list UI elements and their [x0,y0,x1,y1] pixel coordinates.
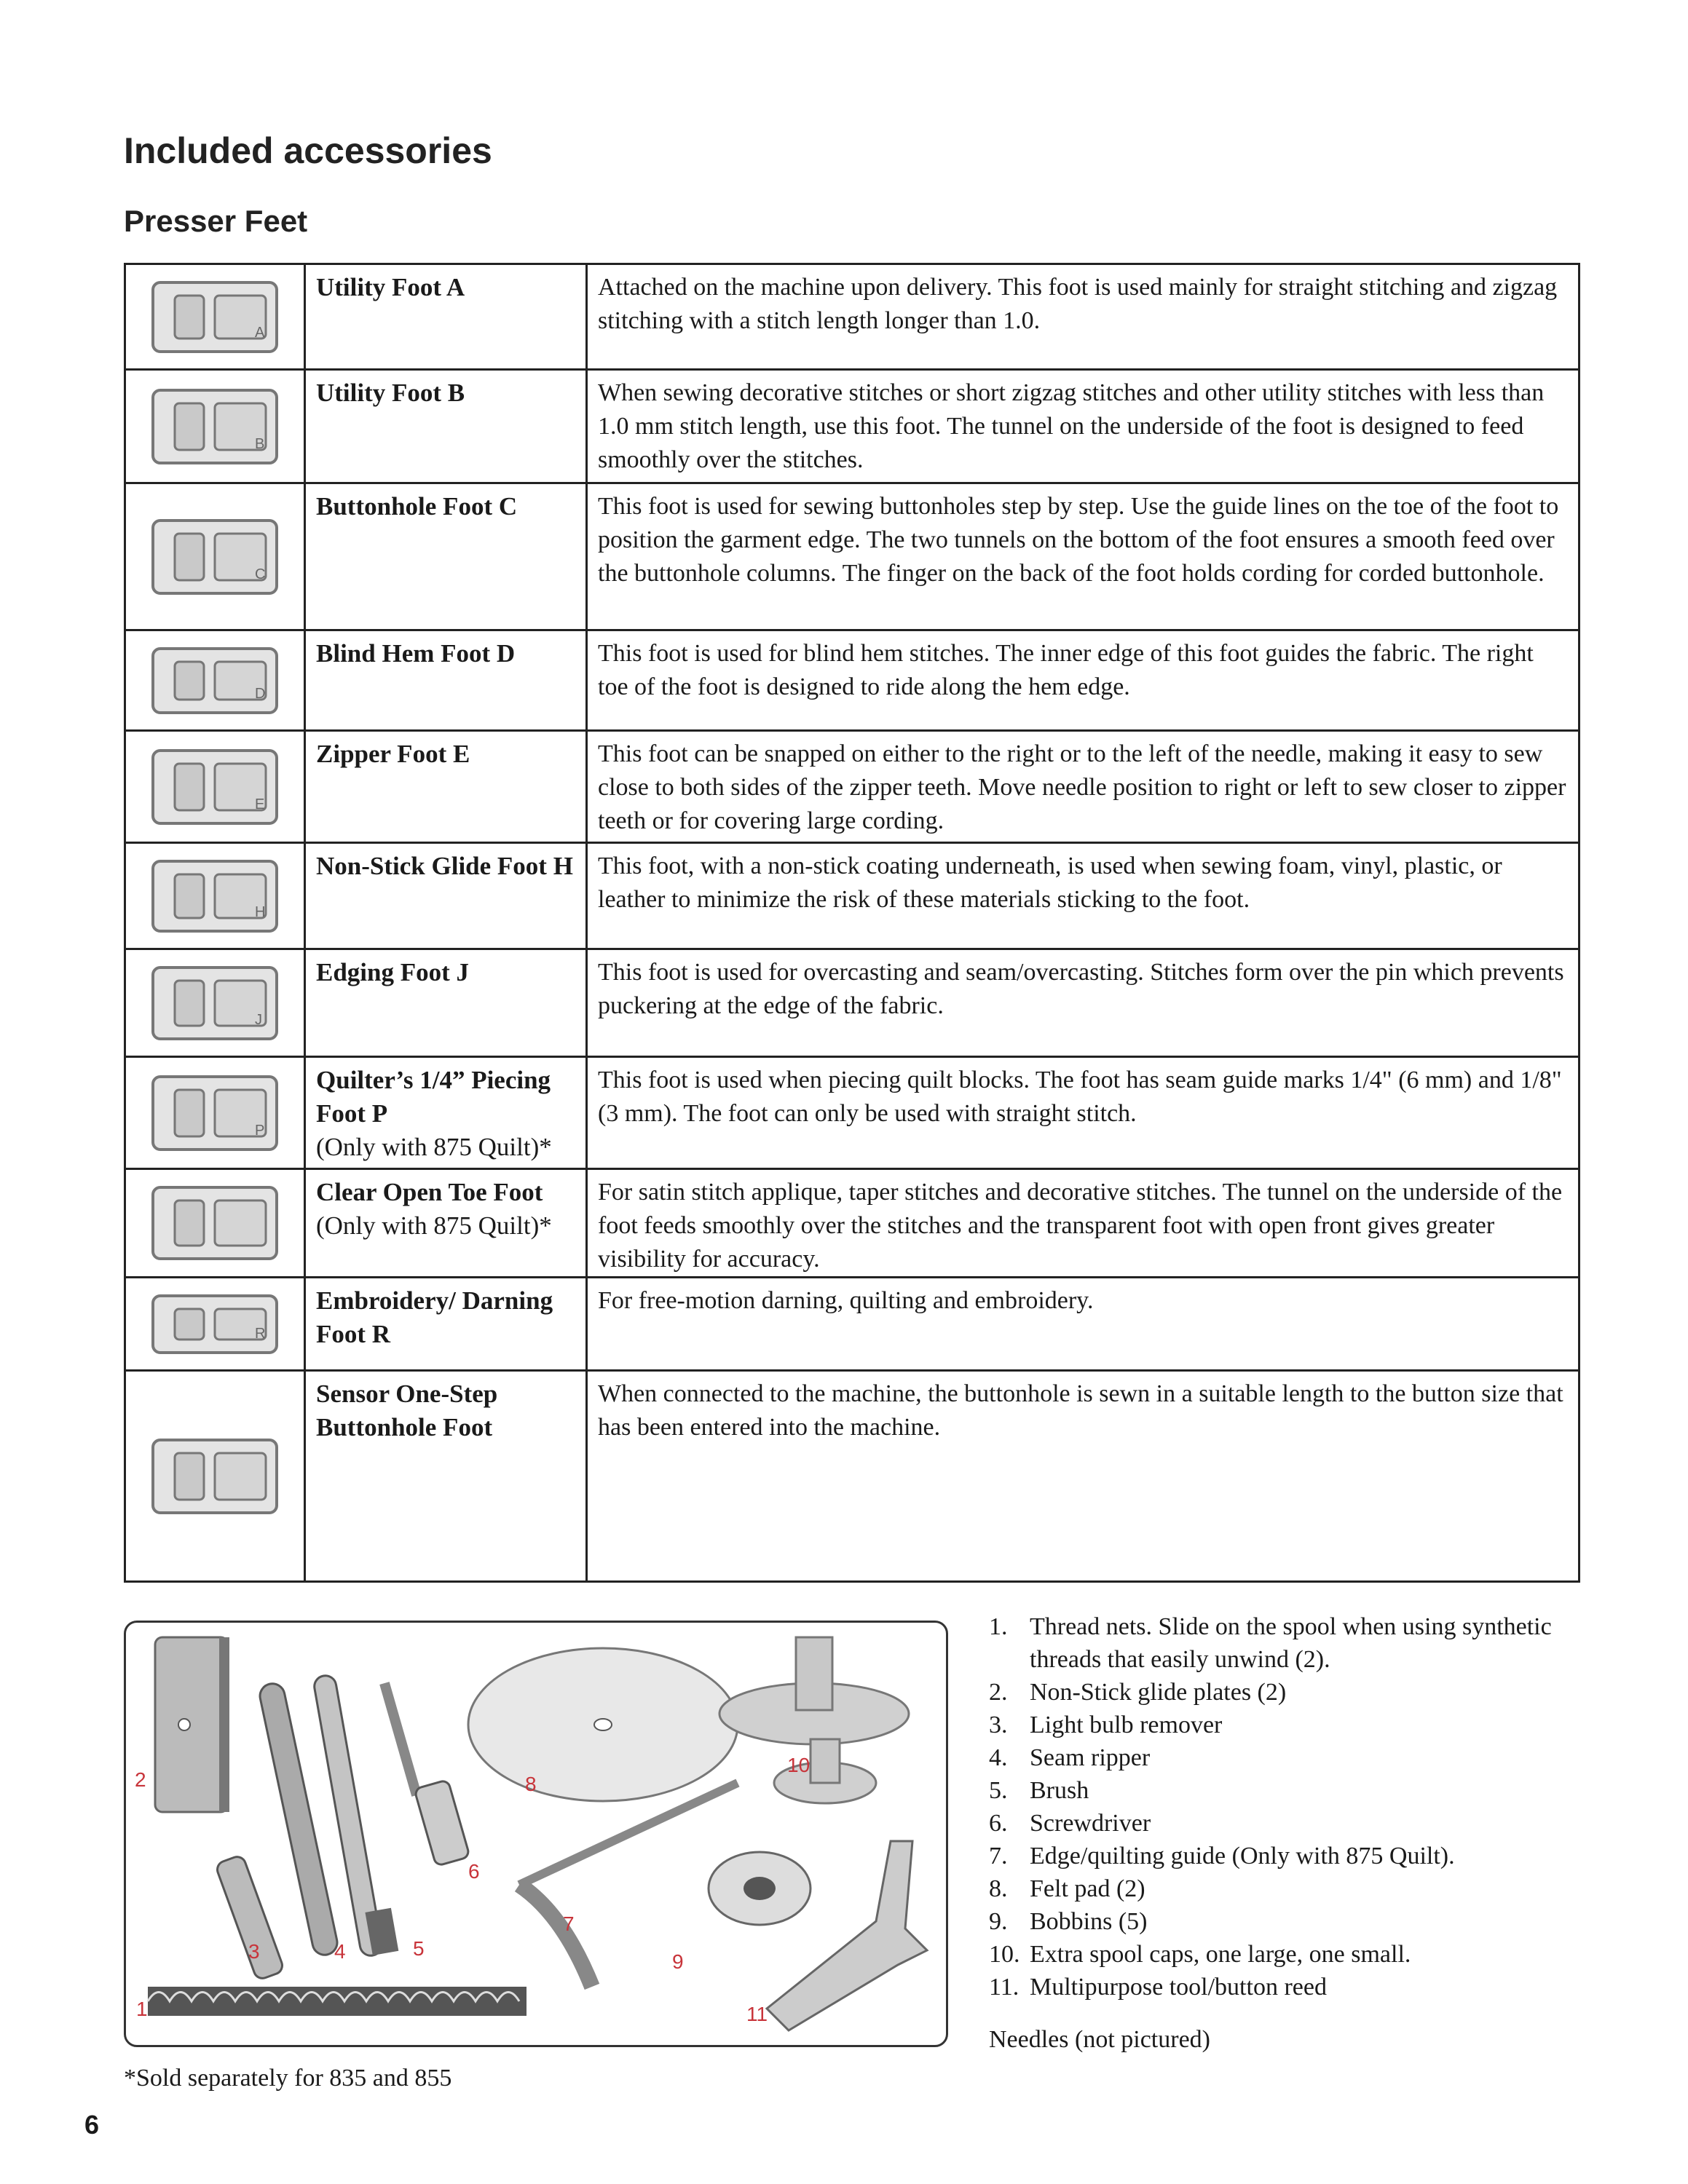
number-7: 7 [563,1912,575,1935]
number-3: 3 [248,1940,260,1963]
presser-foot-icon [146,1289,284,1360]
foot-name: Utility Foot B [316,379,465,407]
foot-row [125,483,1579,630]
foot-name: Non-Stick Glide Foot H [316,852,573,880]
presser-foot-icon [146,854,284,938]
presser-foot-icon [146,641,284,720]
number-5: 5 [413,1937,425,1960]
foot-row [125,949,1579,1057]
foot-row [125,630,1579,731]
presser-foot-icon [125,630,305,731]
glide-plate-icon [155,1637,229,1812]
number-9: 9 [672,1950,684,1973]
foot-note: (Only with 875 Quilt)* [316,1133,552,1161]
svg-text:C: C [255,566,266,582]
spool-caps-icon [719,1637,909,1803]
foot-row [125,1169,1579,1278]
presser-foot-icon [125,264,305,370]
list-item [989,1938,1615,1971]
list-item-text: Edge/quilting guide (Only with 875 Quilt). [1030,1843,1455,1870]
list-item-text: Light bulb remover [1030,1712,1223,1738]
list-item-text: Multipurpose tool/button reed [1030,1974,1327,2001]
presser-foot-icon [146,275,284,359]
number-11: 11 [746,2003,768,2025]
foot-name-cell [305,264,587,370]
foot-description: This foot can be snapped on either to the right or to the left of the needle, making it easy to sew close to both sides of the zipper teeth. Move needle position to right or left to sew closer to zipper teeth or for covering large cording. [587,731,1579,843]
accessories-list [989,1610,1615,2003]
svg-text:P: P [255,1122,265,1139]
list-item-text: Bobbins (5) [1030,1908,1148,1935]
quilting-guide-icon [519,1783,738,1987]
list-item [989,1741,1615,1774]
bobbin-icon [709,1852,811,1925]
foot-name-cell [305,843,587,949]
list-item-number: 5. [989,1777,1008,1804]
foot-note: (Only with 875 Quilt)* [316,1211,552,1240]
foot-name-cell [305,370,587,483]
foot-description: This foot is used for overcasting and seam/overcasting. Stitches form over the pin which prevents puckering at the edge of the fabric. [587,949,1579,1057]
foot-name: Clear Open Toe Foot [316,1178,543,1206]
presser-foot-icon [146,1180,284,1266]
foot-row [125,731,1579,843]
foot-description: This foot, with a non-stick coating underneath, is used when sewing foam, vinyl, plastic, or leather to minimize the risk of these materials sticking to the foot. [587,843,1579,949]
foot-name: Buttonhole Foot C [316,492,518,521]
presser-feet-table [124,263,1580,1583]
foot-name-cell [305,1371,587,1582]
screwdriver-icon [379,1682,470,1866]
page-title: Included accessories [124,130,492,171]
accessories-drawing [126,1623,946,2045]
foot-name: Utility Foot A [316,273,465,301]
svg-text:E: E [255,796,265,812]
presser-foot-icon [146,743,284,831]
foot-row [125,1278,1579,1371]
presser-foot-icon [125,483,305,630]
list-item [989,1905,1615,1938]
list-item-text: Brush [1030,1777,1089,1804]
foot-row [125,843,1579,949]
foot-description: When connected to the machine, the buttonhole is sewn in a suitable length to the button size that has been entered into the machine. [587,1371,1579,1582]
presser-foot-icon [125,843,305,949]
number-1: 1 [136,1998,148,2020]
foot-description: For satin stitch applique, taper stitches and decorative stitches. The tunnel on the underside of the foot feeds smoothly over the stitches and the transparent foot with open front gives greater visibility for accuracy. [587,1169,1579,1278]
foot-description: Attached on the machine upon delivery. This foot is used mainly for straight stitching and zigzag stitching with a stitch length longer than 1.0. [587,264,1579,370]
list-item [989,1610,1615,1676]
foot-name-cell [305,1278,587,1371]
foot-name: Blind Hem Foot D [316,639,516,668]
presser-foot-icon [146,960,284,1046]
list-item-number: 10. [989,1941,1020,1968]
number-4: 4 [334,1940,346,1963]
list-item-number: 2. [989,1679,1008,1706]
presser-foot-icon [125,1371,305,1582]
svg-text:D: D [255,685,266,702]
svg-text:B: B [255,435,265,452]
foot-name: Embroidery/ Darning Foot R [316,1286,553,1348]
foot-name: Quilter’s 1/4” Piecing Foot P [316,1066,551,1128]
foot-name-cell [305,731,587,843]
svg-text:J: J [255,1011,262,1028]
foot-name-cell [305,630,587,731]
foot-row [125,370,1579,483]
presser-foot-icon [125,949,305,1057]
foot-name-cell [305,949,587,1057]
foot-row [125,264,1579,370]
foot-name-cell [305,1057,587,1169]
list-item-number: 8. [989,1875,1008,1902]
needles-note: Needles (not pictured) [989,2026,1210,2053]
foot-row [125,1371,1579,1582]
list-item-text: Thread nets. Slide on the spool when using synthetic threads that easily unwind (2). [1030,1613,1552,1673]
list-item [989,1807,1615,1840]
section-title: Presser Feet [124,204,308,238]
foot-description: This foot is used for blind hem stitches. The inner edge of this foot guides the fabric. The right toe of the foot is designed to ride along the hem edge. [587,630,1579,731]
foot-description: This foot is used for sewing buttonholes step by step. Use the guide lines on the toe of the foot to position the garment edge. The two tunnels on the bottom of the foot ensures a smooth feed over the buttonhole columns. The finger on the back of the foot holds cording for corded buttonhole. [587,483,1579,630]
list-item-text: Non-Stick glide plates (2) [1030,1679,1287,1706]
presser-foot-icon [125,731,305,843]
list-item [989,1774,1615,1807]
list-item-number: 7. [989,1843,1008,1870]
presser-foot-icon [146,513,284,601]
list-item [989,1872,1615,1905]
list-item-number: 4. [989,1744,1008,1771]
foot-name: Edging Foot J [316,958,470,986]
svg-text:H: H [255,903,266,920]
foot-name-cell [305,483,587,630]
foot-name-cell [305,1169,587,1278]
thread-net-icon [148,1987,526,2016]
number-2: 2 [135,1768,146,1791]
presser-foot-icon [146,1433,284,1520]
presser-foot-icon [125,370,305,483]
list-item [989,1676,1615,1709]
number-8: 8 [525,1773,537,1795]
foot-description: This foot is used when piecing quilt blocks. The foot has seam guide marks 1/4" (6 mm) and 1/8" (3 mm). The foot can only be used with straight stitch. [587,1057,1579,1169]
list-item [989,1709,1615,1741]
presser-foot-icon [125,1169,305,1278]
foot-name: Zipper Foot E [316,740,470,768]
list-item [989,1840,1615,1872]
foot-row [125,1057,1579,1169]
foot-description: When sewing decorative stitches or short zigzag stitches and other utility stitches with less than 1.0 mm stitch length, use this foot. The tunnel on the underside of the foot is designed to feed smoothly over the stitches. [587,370,1579,483]
presser-foot-icon [146,1069,284,1157]
list-item-number: 9. [989,1908,1008,1935]
foot-name: Sensor One-Step Buttonhole Foot [316,1380,498,1441]
presser-foot-icon [146,383,284,470]
foot-description: For free-motion darning, quilting and embroidery. [587,1278,1579,1371]
list-item-number: 11. [989,1974,1019,2001]
number-6: 6 [468,1860,480,1883]
list-item-number: 6. [989,1810,1008,1837]
list-item [989,1971,1615,2003]
list-item-number: 3. [989,1712,1008,1738]
list-item-text: Felt pad (2) [1030,1875,1145,1902]
number-10: 10 [787,1754,811,1776]
presser-foot-icon [125,1278,305,1371]
presser-foot-icon [125,1057,305,1169]
footnote: *Sold separately for 835 and 855 [124,2065,452,2092]
svg-text:A: A [255,324,265,341]
accessories-illustration [124,1621,948,2047]
list-item-text: Extra spool caps, one large, one small. [1030,1941,1411,1968]
page-number: 6 [84,2110,100,2140]
svg-text:R: R [255,1325,266,1342]
list-item-number: 1. [989,1613,1008,1640]
list-item-text: Screwdriver [1030,1810,1151,1837]
list-item-text: Seam ripper [1030,1744,1151,1771]
